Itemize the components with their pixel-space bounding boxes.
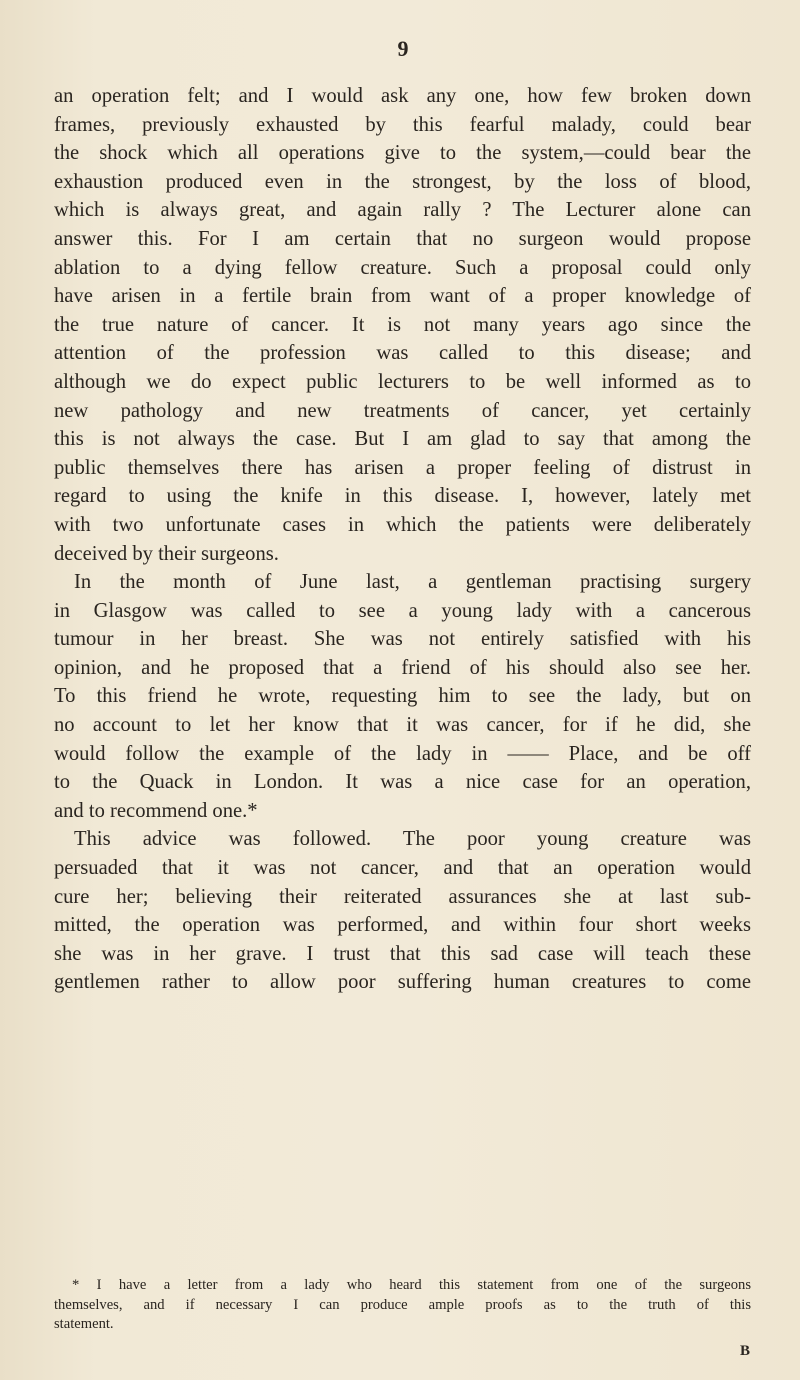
text-line: deceived by their surgeons. bbox=[54, 542, 279, 565]
text-line: and to recommend one.* bbox=[54, 799, 258, 822]
text-line: attention of the profession was called to this disease; and bbox=[54, 342, 751, 365]
text-line: an operation felt; and I would ask any one, how few broken down bbox=[54, 85, 751, 107]
footnote-line: statement. bbox=[54, 1316, 114, 1332]
page-number: 9 bbox=[397, 36, 409, 61]
text-line: cure her; believing their reiterated assurances she at last sub- bbox=[54, 885, 751, 908]
text-line: no account to let her know that it was cancer, for if he did, she bbox=[54, 714, 751, 737]
text-line: tumour in her breast. She was not entirely satisfied with his bbox=[54, 628, 751, 651]
text-line: opinion, and he proposed that a friend of his should also see her. bbox=[54, 656, 751, 679]
text-line: regard to using the knife in this disease. I, however, lately met bbox=[54, 485, 751, 508]
footnote bbox=[54, 1276, 751, 1335]
text-line: exhaustion produced even in the strongest, by the loss of blood, bbox=[54, 170, 751, 193]
text-line: although we do expect public lecturers to be well informed as to bbox=[54, 370, 751, 393]
footnote-line: * I have a letter from a lady who heard this statement from one of the surgeons bbox=[72, 1277, 751, 1293]
text-line: in Glasgow was called to see a young lady with a cancerous bbox=[54, 599, 751, 622]
signature-mark: B bbox=[739, 1343, 750, 1359]
text-line: gentlemen rather to allow poor suffering human creatures to come bbox=[54, 971, 751, 994]
text-line: she was in her grave. I trust that this sad case will teach these bbox=[54, 942, 751, 965]
text-line: to the Quack in London. It was a nice case for an operation, bbox=[54, 771, 751, 794]
text-line: public themselves there has arisen a proper feeling of distrust in bbox=[54, 456, 751, 479]
text-line: mitted, the operation was performed, and within four short weeks bbox=[54, 914, 751, 937]
text-line: the true nature of cancer. It is not many years ago since the bbox=[54, 313, 751, 336]
text-line: have arisen in a fertile brain from want of a proper knowledge of bbox=[54, 285, 751, 308]
text-line: would follow the example of the lady in —— Place, and be off bbox=[54, 742, 751, 765]
text-line: the shock which all operations give to the system,—could bear the bbox=[54, 142, 751, 165]
text-line: In the month of June last, a gentleman practising surgery bbox=[74, 571, 751, 594]
text-line: This advice was followed. The poor young creature was bbox=[74, 828, 751, 851]
text-line: with two unfortunate cases in which the patients were deliberately bbox=[54, 513, 751, 536]
text-line: answer this. For I am certain that no surgeon would propose bbox=[54, 227, 751, 250]
text-line: persuaded that it was not cancer, and that an operation would bbox=[54, 857, 751, 880]
text-line: ablation to a dying fellow creature. Such a proposal could only bbox=[54, 256, 751, 279]
text-line: To this friend he wrote, requesting him to see the lady, but on bbox=[54, 685, 751, 708]
footnote-line: themselves, and if necessary I can produce ample proofs as to the truth of this bbox=[54, 1296, 751, 1313]
text-line: new pathology and new treatments of cancer, yet certainly bbox=[54, 399, 751, 422]
text-line: frames, previously exhausted by this fearful malady, could bear bbox=[54, 113, 751, 136]
text-line: which is always great, and again rally ? The Lecturer alone can bbox=[54, 199, 751, 222]
text-line: this is not always the case. But I am glad to say that among the bbox=[54, 428, 751, 451]
body-text bbox=[54, 82, 751, 997]
